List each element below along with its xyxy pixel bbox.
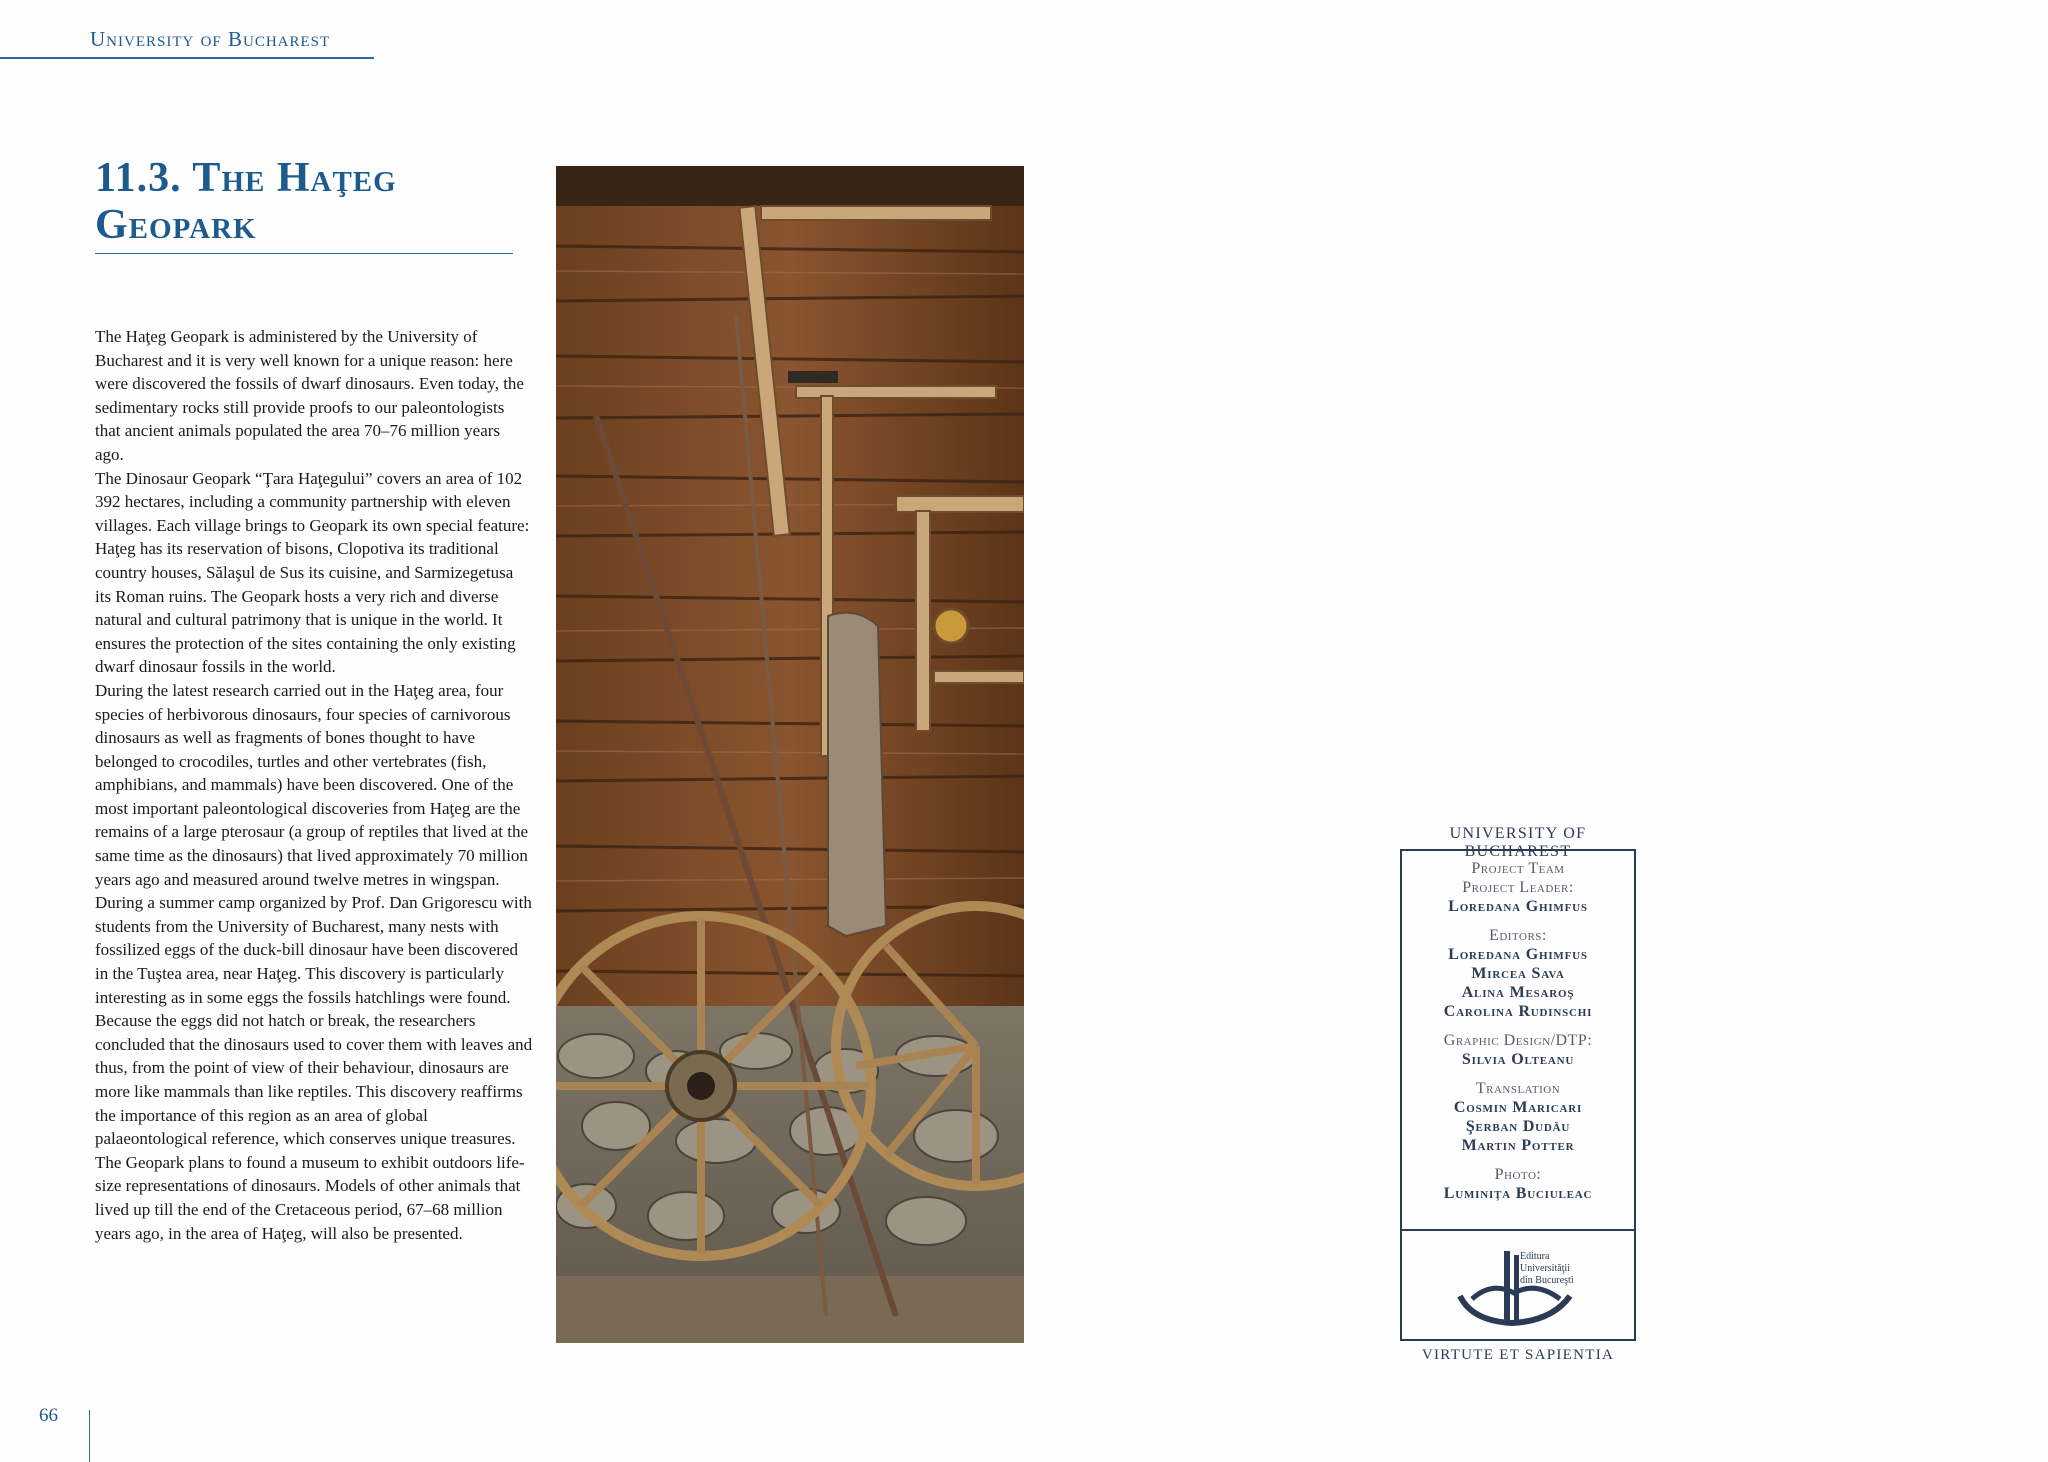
logo-text: Editura xyxy=(1520,1251,1550,1262)
credits-list xyxy=(1402,859,1634,1203)
paragraph: During the latest research carried out in the Haţeg area, four species of herbivorous dinosaurs, four species of carnivorous dinosaurs as well as fragments of bones thought to have belonged to crocodiles, turtles and other vertebrates (fish, amphibians, and mammals) have been discovered. One of the most important paleontological discoveries from Haţeg are the remains of a large pterosaur (a group of reptiles that lived at the same time as the dinosaurs) that lived approximately 70 million years ago and measured around twelve metres in wingspan. xyxy=(95,680,529,889)
editor-name: Loredana Ghimfus xyxy=(1448,946,1588,963)
team-label: Project Team xyxy=(1471,860,1565,877)
imprint-box xyxy=(1400,849,1636,1341)
running-header: University of Bucharest xyxy=(90,27,331,51)
leader-label: Project Leader: xyxy=(1462,879,1574,896)
section-title-line2: Geopark xyxy=(95,202,257,248)
editors-label: Editors: xyxy=(1489,927,1547,944)
paragraph: The Haţeg Geopark is administered by the University of Bucharest and it is very well known for a unique reason: here were discovered the fossils of dwarf dinosaurs. Even today, the sedimentary rocks still provide proofs to our paleontologists that ancient animals populated the area 70–76 million years ago. xyxy=(95,327,524,464)
editor-name: Alina Mesaroş xyxy=(1461,984,1575,1001)
translation-label: Translation xyxy=(1475,1080,1561,1097)
title-rule xyxy=(95,253,513,254)
section-title xyxy=(95,155,515,249)
editor-name: Mircea Sava xyxy=(1471,965,1565,982)
publisher-motto: VIRTUTE ET SAPIENTIA xyxy=(1421,1347,1615,1363)
paragraph: The Dinosaur Geopark “Ţara Haţegului” covers an area of 102 392 hectares, including a community partnership with eleven villages. Each village brings to Geopark its own special feature: Haţeg has its reservation of bisons, Clopotiva its traditional country houses, Sălaşul de Sus its cuisine, and Sarmizegetusa its Roman ruins. The Geopark hosts a very rich and diverse natural and cultural patrimony that is unique in the world. It ensures the protection of the sites containing the only existing dwarf dinosaur fossils in the world. xyxy=(95,468,530,677)
design-label: Graphic Design/DTP: xyxy=(1443,1032,1593,1049)
wagon-wheels-photo xyxy=(556,166,1024,1343)
imprint-heading: UNIVERSITY OF BUCHAREST xyxy=(1449,825,1587,860)
translator-name: Cosmin Maricari xyxy=(1453,1099,1583,1116)
section-title-line1: 11.3. The Haţeg xyxy=(95,155,397,201)
translator-name: Martin Potter xyxy=(1461,1137,1575,1154)
photo-label: Photo: xyxy=(1494,1166,1542,1183)
logo-text: din Bucureşti xyxy=(1520,1275,1574,1286)
translator-name: Şerban Dudău xyxy=(1465,1118,1571,1135)
leader-name: Loredana Ghimfus xyxy=(1448,898,1588,915)
article-body xyxy=(95,325,533,1245)
imprint-divider xyxy=(1402,1229,1634,1231)
logo-text: Universităţii xyxy=(1520,1263,1570,1274)
publisher-ship-logo xyxy=(1452,1241,1582,1336)
page-number: 66 xyxy=(39,1405,58,1426)
paragraph: During a summer camp organized by Prof. Dan Grigorescu with students from the University of Bucharest, many nests with fossilized eggs of the duck-bill dinosaur have been discovered in the Tuştea area, near Haţeg. This discovery is particularly interesting as in some eggs the fossils hatchlings were found. Because the eggs did not hatch or break, the researchers concluded that the dinosaurs used to cover them with leaves and thus, from the point of view of their behaviour, dinosaurs are more like mammals than like reptiles. This discovery reaffirms the importance of this region as an area of global palaeontological reference, which conserves unique treasures. xyxy=(95,893,533,1149)
paragraph: The Geopark plans to found a museum to exhibit outdoors life-size representations of dinosaurs. Models of other animals that lived up till the end of the Cretaceous period, 67–68 million years ago, in the area of Haţeg, will also be presented. xyxy=(95,1152,525,1243)
footer-rule xyxy=(89,1410,90,1462)
designer-name: Silvia Olteanu xyxy=(1461,1051,1575,1068)
editor-name: Carolina Rudinschi xyxy=(1443,1003,1593,1020)
header-rule xyxy=(0,57,374,59)
photographer-name: Luminiţa Buciuleac xyxy=(1443,1185,1593,1202)
